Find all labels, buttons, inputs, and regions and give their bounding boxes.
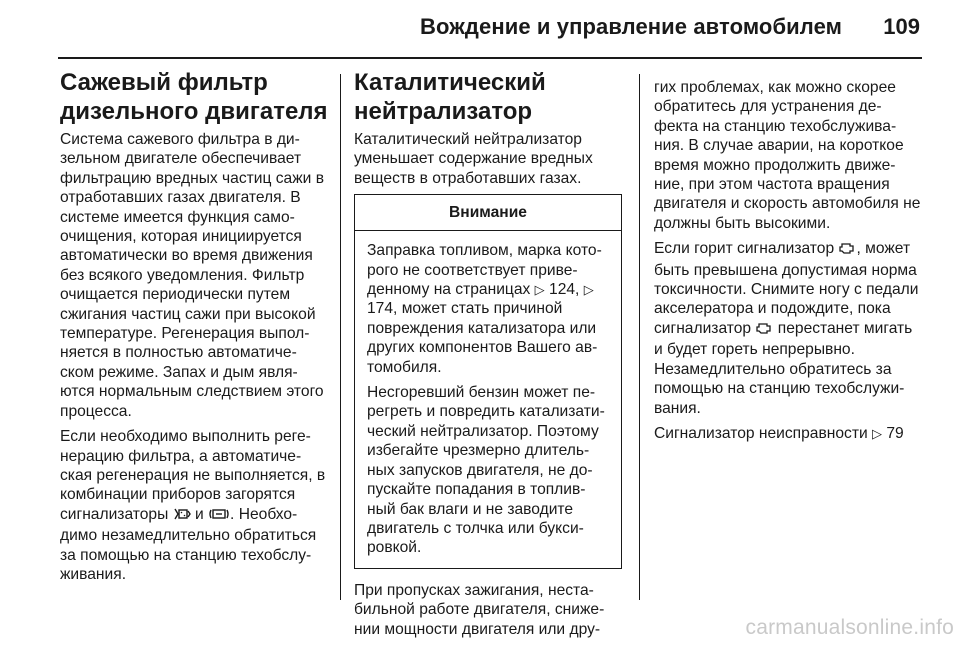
paragraph-text: перестанет мигать и будет гореть непрерывно. Незамедлительно обратитесь за помощью на станцию техобслужи-вания. [654,319,913,417]
page-number: 109 [883,14,920,39]
page-header [0,0,960,56]
section-heading-diesel-filter [60,68,328,126]
diesel-filter-paragraph-2 [60,427,328,584]
catalytic-paragraph-4 [654,239,922,418]
check-engine-icon [755,321,773,340]
catalytic-paragraph-2: При пропусках зажигания, неста-бильной работе двигателя, сниже-нии мощности двигателя или дру- [354,581,605,638]
check-engine-icon [838,241,856,260]
paragraph-text: Если горит сигнализатор [654,240,835,258]
diesel-filter-paragraph-1: Система сажевого фильтра в ди-зельном двигателе обеспечивает фильтрацию вредных частиц сажи в отработавших газах двигателя. В системе имеется функция само-очищения, которая инициируется автоматически во время движения без всякого уведомления. Фильтр очищается периодически путем сжигания частиц сажи при высокой температуре. Регенерация выпол-няется в полностью автоматиче-ском режиме. Запах и дым явля-ются нормальным следствием этого процесса. [60,131,324,420]
page-reference-arrow-icon: ▷ [534,282,545,298]
paragraph-text: Сигнализатор неисправности [654,424,868,442]
column-divider-2 [639,74,640,600]
paragraph-text: и [194,505,204,523]
warning-title: Внимание [355,195,621,231]
warning-paragraph-1: Заправка топливом, марка кото-рого не соответствует приве-денному на страницах ▷ 124, ▷ 174, может стать причиной повреждения катализатора или других компонентов Вашего ав-томобиля. [367,242,602,376]
heading-line-2: дизельного двигателя [60,98,328,125]
paragraph-text: Если необходимо выполнить реге-нерацию фильтра, а автоматиче-ская регенерация не выполняется, в комбинации приборов загорятся сигнализаторы [60,428,326,523]
header-rule [58,57,922,59]
paragraph-text: , может быть превышена допустимая норма токсичности. Снимите ногу с педали акселератора и подождите, пока сигнализатор [654,240,919,337]
paragraph-text: Заправка топливом, марка кото-рого не соответствует приве-денному на страницах [367,242,602,299]
column-3 [654,78,922,449]
diesel-filter-icon [173,507,191,526]
heading-line-1: Каталитический [354,69,546,96]
paragraph-text: , может стать причиной повреждения катализатора или других компонентов Вашего ав-томобиля. [367,300,598,376]
warning-box [354,194,622,569]
catalytic-paragraph-3: гих проблемах, как можно скорее обратитесь для устранения де-фекта на станцию техобслужива-ния. В случае аварии, на короткое время можно продолжить движе-ние, при этом частота вращения двигателя и скорость автомобиля не должны быть высокими. [654,79,921,232]
warning-body [355,231,621,568]
paragraph-text: . Необхо-димо незамедлительно обратиться за помощью на станцию техобслу-живания. [60,505,317,583]
section-heading-catalytic-converter [354,68,622,126]
page-reference-arrow-icon: ▷ [583,282,594,298]
page-reference-arrow-icon: ▷ [872,425,883,441]
page-reference-link[interactable]: 174 [367,300,394,318]
page-header-title: Вождение и управление автомобилем [420,14,842,39]
page-reference-link[interactable]: 79 [886,424,904,442]
catalytic-paragraph-5 [654,424,922,443]
catalytic-paragraph-1: Каталитический нейтрализатор уменьшает содержание вредных веществ в отработавших газах. [354,131,593,187]
column-divider-1 [340,74,341,600]
heading-line-1: Сажевый фильтр [60,69,268,96]
column-2 [354,68,622,645]
warning-paragraph-2: Несгоревший бензин может пе-регреть и повредить катализати-ческий нейтрализатор. Поэтому избегайте чрезмерно длитель-ных запусков двигателя, не до-пускайте попадания в топлив-ный бак влаги и не заводите двигатель с толчка или букси-ровкой. [367,384,605,557]
page-reference-link[interactable]: 124 [549,281,576,299]
column-1 [60,68,328,590]
watermark: carmanualsonline.info [745,616,954,639]
heading-line-2: нейтрализатор [354,98,533,125]
glow-plug-icon [208,507,230,526]
